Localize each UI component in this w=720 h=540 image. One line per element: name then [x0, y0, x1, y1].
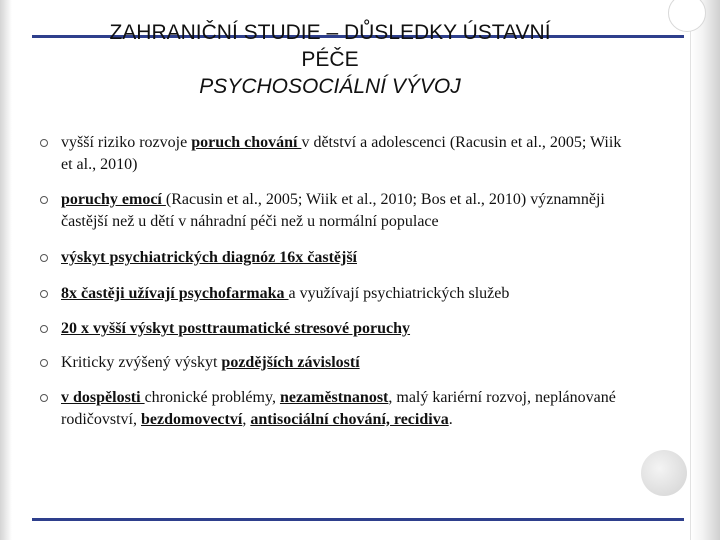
bullet-emphasis: výskyt psychiatrických diagnóz 16x častější [61, 249, 357, 266]
slide-subtitle: PSYCHOSOCIÁLNÍ VÝVOJ [199, 75, 461, 98]
bullet-item [36, 247, 626, 269]
frame-right-line [690, 0, 691, 540]
bullet-text: (Racusin et al., 2005; Wiik et al., 2010; Bos et al., 2010) významněji častější než u dětí v náhradní péči než u normální populace [61, 191, 605, 230]
bullet-item [36, 283, 626, 305]
slide-title [40, 19, 620, 100]
bullet-text: v dětství a adolescenci (Racusin et al., 2005; Wiik et al., 2010) [61, 134, 622, 173]
bullet-text: chronické problémy, [144, 389, 280, 406]
footer-rule [32, 518, 684, 521]
bullet-emphasis: bezdomovectví [141, 411, 243, 428]
slide-title-line1: ZAHRANIČNÍ STUDIE – DŮSLEDKY ÚSTAVNÍ [109, 21, 551, 44]
bullet-text: , malý kariérní rozvoj, neplánované rodičovství, [61, 389, 616, 428]
decor-circle-bottom [641, 450, 687, 496]
bullet-text: vyšší riziko rozvoje [61, 134, 192, 151]
bullet-emphasis: 8x častěji užívají psychofarmaka [61, 285, 289, 302]
bullet-text: a využívají psychiatrických služeb [288, 285, 510, 302]
bullet-text: , [242, 411, 251, 428]
bullet-item [36, 189, 626, 233]
bullet-emphasis: nezaměstnanost [279, 389, 389, 406]
bullet-item [36, 352, 626, 374]
bullet-text: . [448, 411, 453, 428]
bullet-emphasis: poruch chování [191, 134, 302, 151]
bullet-emphasis: v dospělosti [61, 389, 145, 406]
bullet-text: Kriticky zvýšený výskyt [61, 354, 222, 371]
bullet-item [36, 318, 626, 340]
bullet-emphasis: 20 x vyšší výskyt posttraumatické stresové poruchy [61, 320, 411, 337]
slide-title-line2: PÉČE [301, 48, 359, 71]
bullet-list [36, 132, 626, 431]
bullet-emphasis: poruchy emocí [61, 191, 166, 208]
frame-right-shade [690, 0, 720, 540]
bullet-item [36, 132, 626, 176]
frame-left-shade [0, 0, 12, 540]
bullet-emphasis: antisociální chování, recidiva [250, 411, 449, 428]
bullet-emphasis: pozdějších závislostí [221, 354, 360, 371]
bullet-item [36, 387, 626, 431]
